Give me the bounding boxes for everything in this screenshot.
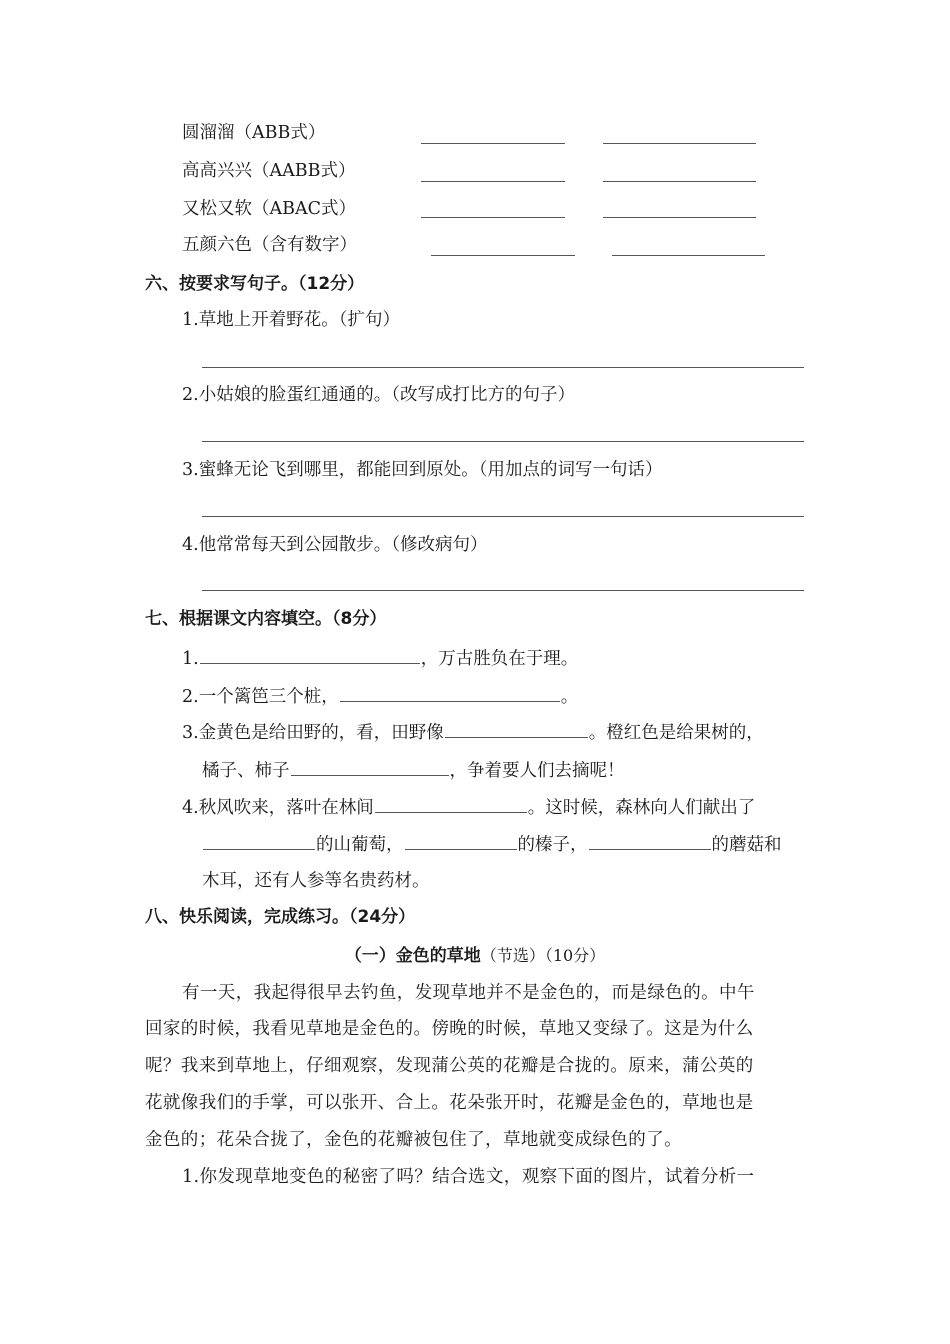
answer-blank[interactable] xyxy=(421,143,565,144)
answer-blank[interactable] xyxy=(405,832,517,850)
word-item-number: 五颜六色（含有数字） xyxy=(182,235,357,255)
answer-blank[interactable] xyxy=(603,143,756,144)
fill-item-2: 2.一个篱笆三个桩， 。 xyxy=(182,684,578,708)
answer-blank[interactable] xyxy=(445,720,588,738)
question-item: 2.小姑娘的脸蛋红通通的。（改写成打比方的句子） xyxy=(182,385,575,405)
answer-blank[interactable] xyxy=(340,684,560,702)
question-item: 4.他常常每天到公园散步。（修改病句） xyxy=(182,535,488,555)
fill-item-4-line2: 的山葡萄， 的榛子， 的蘑菇和 xyxy=(202,832,782,856)
answer-blank[interactable] xyxy=(589,832,711,850)
answer-blank[interactable] xyxy=(291,758,449,776)
fill-item-4-line1: 4.秋风吹来，落叶在林间 。这时候，森林向人们献出了 xyxy=(182,795,755,819)
answer-blank[interactable] xyxy=(203,832,315,850)
answer-blank[interactable] xyxy=(431,255,575,256)
answer-line[interactable] xyxy=(202,367,804,368)
fill-item-1: 1. ，万古胜负在于理。 xyxy=(182,646,578,670)
answer-line[interactable] xyxy=(202,590,804,591)
section-heading-8: 八、快乐阅读，完成练习。（24分） xyxy=(145,907,416,927)
answer-blank[interactable] xyxy=(421,217,565,218)
answer-line[interactable] xyxy=(202,441,804,442)
fill-item-3-line1: 3.金黄色是给田野的，看，田野像 。橙红色是给果树的， xyxy=(182,720,764,744)
answer-blank[interactable] xyxy=(612,255,765,256)
answer-blank[interactable] xyxy=(603,181,756,182)
question-item: 1.草地上开着野花。（扩句） xyxy=(182,310,400,330)
question-item: 3.蜜蜂无论飞到哪里，都能回到原处。（用加点的词写一句话） xyxy=(182,460,663,480)
passage-line: 呢？我来到草地上，仔细观察，发现蒲公英的花瓣是合拢的。原来，蒲公英的 xyxy=(145,1056,754,1076)
passage-line: 有一天，我起得很早去钓鱼，发现草地并不是金色的，而是绿色的。中午 xyxy=(182,983,755,1003)
word-item-abb: 圆溜溜（ABB式） xyxy=(182,123,326,143)
answer-blank[interactable] xyxy=(375,795,527,813)
answer-blank[interactable] xyxy=(200,646,420,664)
answer-line[interactable] xyxy=(202,516,804,517)
fill-item-3-line2: 橘子、柿子 ，争着要人们去摘呢！ xyxy=(202,758,625,782)
answer-blank[interactable] xyxy=(421,181,565,182)
reading-question-1: 1.你发现草地变色的秘密了吗？结合选文，观察下面的图片，试着分析一 xyxy=(182,1167,755,1187)
passage-line: 回家的时候，我看见草地是金色的。傍晚的时候，草地又变绿了。这是为什么 xyxy=(145,1019,754,1039)
passage-line: 金色的；花朵合拢了，金色的花瓣被包住了，草地就变成绿色的了。 xyxy=(145,1130,682,1150)
passage-line: 花就像我们的手掌，可以张开、合上。花朵张开时，花瓣是金色的，草地也是 xyxy=(145,1093,754,1113)
section-heading-7: 七、根据课文内容填空。（8分） xyxy=(145,609,387,629)
section-heading-6: 六、按要求写句子。（12分） xyxy=(145,274,365,294)
word-item-aabb: 高高兴兴（AABB式） xyxy=(182,161,356,181)
answer-blank[interactable] xyxy=(603,217,756,218)
passage-title: （一）金色的草地（节选）（10分） xyxy=(344,946,606,966)
fill-item-4-line3: 木耳，还有人参等名贵药材。 xyxy=(202,871,430,891)
word-item-abac: 又松又软（ABAC式） xyxy=(182,199,357,219)
